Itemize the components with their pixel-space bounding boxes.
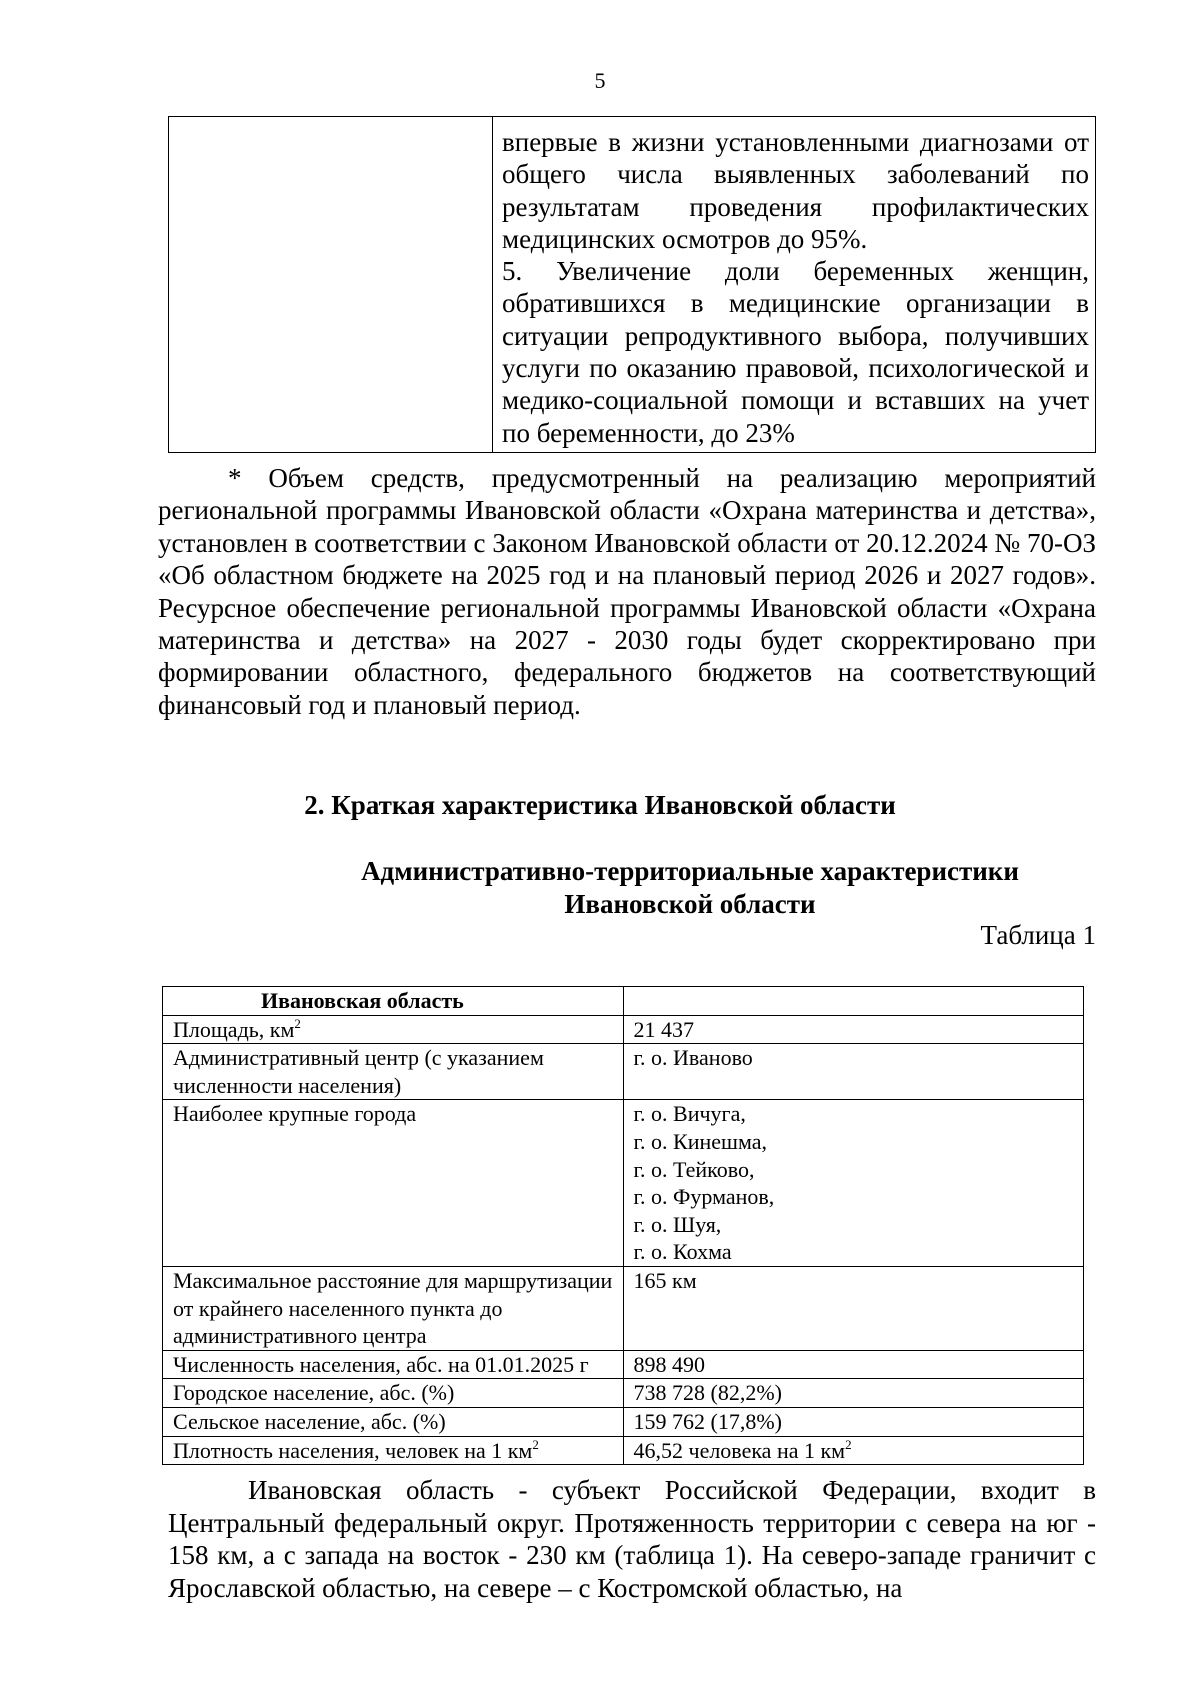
density-value-superscript: 2 bbox=[845, 1436, 852, 1452]
target-text-1: впервые в жизни установленными диагнозами от общего числа выявленных заболеваний по результатам проведения профилактических медицинских осмотров до 95%. bbox=[502, 127, 1089, 254]
row-label-center: Административный центр (с указанием численности населения) bbox=[163, 1044, 624, 1100]
density-value: 46,52 человека на 1 км bbox=[633, 1437, 846, 1463]
area-superscript: 2 bbox=[294, 1015, 301, 1031]
footnote-paragraph: * Объем средств, предусмотренный на реализацию мероприятий региональной программы Ивановской области «Охрана материнства и детства», установлен в соответствии с Законом Ивановской области от 20.12.2024 № 70-ОЗ «Об областном бюджете на 2025 год и на плановый период 2026 и 2027 годов». Ресурсное обеспечение региональной программы Ивановской области «Охрана материнства и детства» на 2027 - 2030 годы будет скорректировано при формировании областного, федерального бюджетов на соответствующий финансовый год и плановый период. bbox=[158, 463, 1096, 720]
body-paragraph: Ивановская область - субъект Российской Федерации, входит в Центральный федеральный округ. Протяженность территории с севера на юг - 158 км, а с запада на восток - 230 км (таблица 1). На северо-западе граничит с Ярославской областью, на севере – с Костромской областью, на bbox=[168, 1475, 1096, 1603]
table-row bbox=[163, 1015, 1084, 1044]
row-label-rural: Сельское население, абс. (%) bbox=[163, 1407, 624, 1436]
table-row bbox=[163, 1407, 1084, 1436]
row-value-distance: 165 км bbox=[623, 1266, 1084, 1350]
empty-cell bbox=[169, 117, 493, 453]
targets-cell bbox=[493, 117, 1096, 453]
table-row bbox=[163, 1350, 1084, 1379]
city-item: г. о. Фурманов, bbox=[633, 1184, 775, 1210]
row-label-cities: Наиболее крупные города bbox=[163, 1100, 624, 1267]
page-number: 5 bbox=[594, 68, 606, 93]
density-label: Плотность населения, человек на 1 км bbox=[173, 1437, 533, 1463]
characteristics-table bbox=[162, 986, 1084, 1465]
table-row bbox=[169, 117, 1096, 453]
table-title bbox=[300, 855, 1080, 921]
row-label-urban: Городское население, абс. (%) bbox=[163, 1379, 624, 1408]
row-label-density bbox=[163, 1436, 624, 1465]
row-value-area: 21 437 bbox=[623, 1015, 1084, 1044]
density-superscript: 2 bbox=[532, 1436, 539, 1452]
table-row bbox=[163, 1100, 1084, 1267]
table-row bbox=[163, 1436, 1084, 1465]
row-label-distance: Максимальное расстояние для маршрутизации от крайнего населенного пункта до административного центра bbox=[163, 1266, 624, 1350]
row-value-density bbox=[623, 1436, 1084, 1465]
table-label: Таблица 1 bbox=[980, 920, 1096, 950]
table-row bbox=[163, 1379, 1084, 1408]
table-row bbox=[163, 1044, 1084, 1100]
city-item: г. о. Кинешма, bbox=[633, 1128, 768, 1154]
row-label-population: Численность населения, абс. на 01.01.2025 г bbox=[163, 1350, 624, 1379]
area-label: Площадь, км bbox=[173, 1016, 295, 1042]
table-header-row bbox=[163, 987, 1084, 1016]
row-value-rural: 159 762 (17,8%) bbox=[623, 1407, 1084, 1436]
section-heading: 2. Краткая характеристика Ивановской области bbox=[304, 790, 896, 820]
city-item: г. о. Шуя, bbox=[633, 1211, 722, 1237]
table-title-line-1: Административно-территориальные характеристики bbox=[361, 856, 1019, 886]
city-item: г. о. Кохма bbox=[633, 1239, 732, 1265]
table-title-line-2: Ивановской области bbox=[564, 889, 816, 919]
row-label-area bbox=[163, 1015, 624, 1044]
table-header: Ивановская область bbox=[163, 987, 624, 1016]
row-value-cities bbox=[623, 1100, 1084, 1267]
table-header-empty bbox=[623, 987, 1084, 1016]
row-value-center: г. о. Иваново bbox=[623, 1044, 1084, 1100]
city-item: г. о. Вичуга, bbox=[633, 1101, 746, 1127]
table-row bbox=[163, 1266, 1084, 1350]
continued-table bbox=[168, 116, 1096, 453]
row-value-population: 898 490 bbox=[623, 1350, 1084, 1379]
target-text-2: 5. Увеличение доли беременных женщин, обратившихся в медицинские организации в ситуации репродуктивного выбора, получивших услуги по оказанию правовой, психологической и медико-социальной помощи и вставших на учет по беременности, до 23% bbox=[502, 256, 1089, 448]
row-value-urban: 738 728 (82,2%) bbox=[623, 1379, 1084, 1408]
city-item: г. о. Тейково, bbox=[633, 1156, 755, 1182]
